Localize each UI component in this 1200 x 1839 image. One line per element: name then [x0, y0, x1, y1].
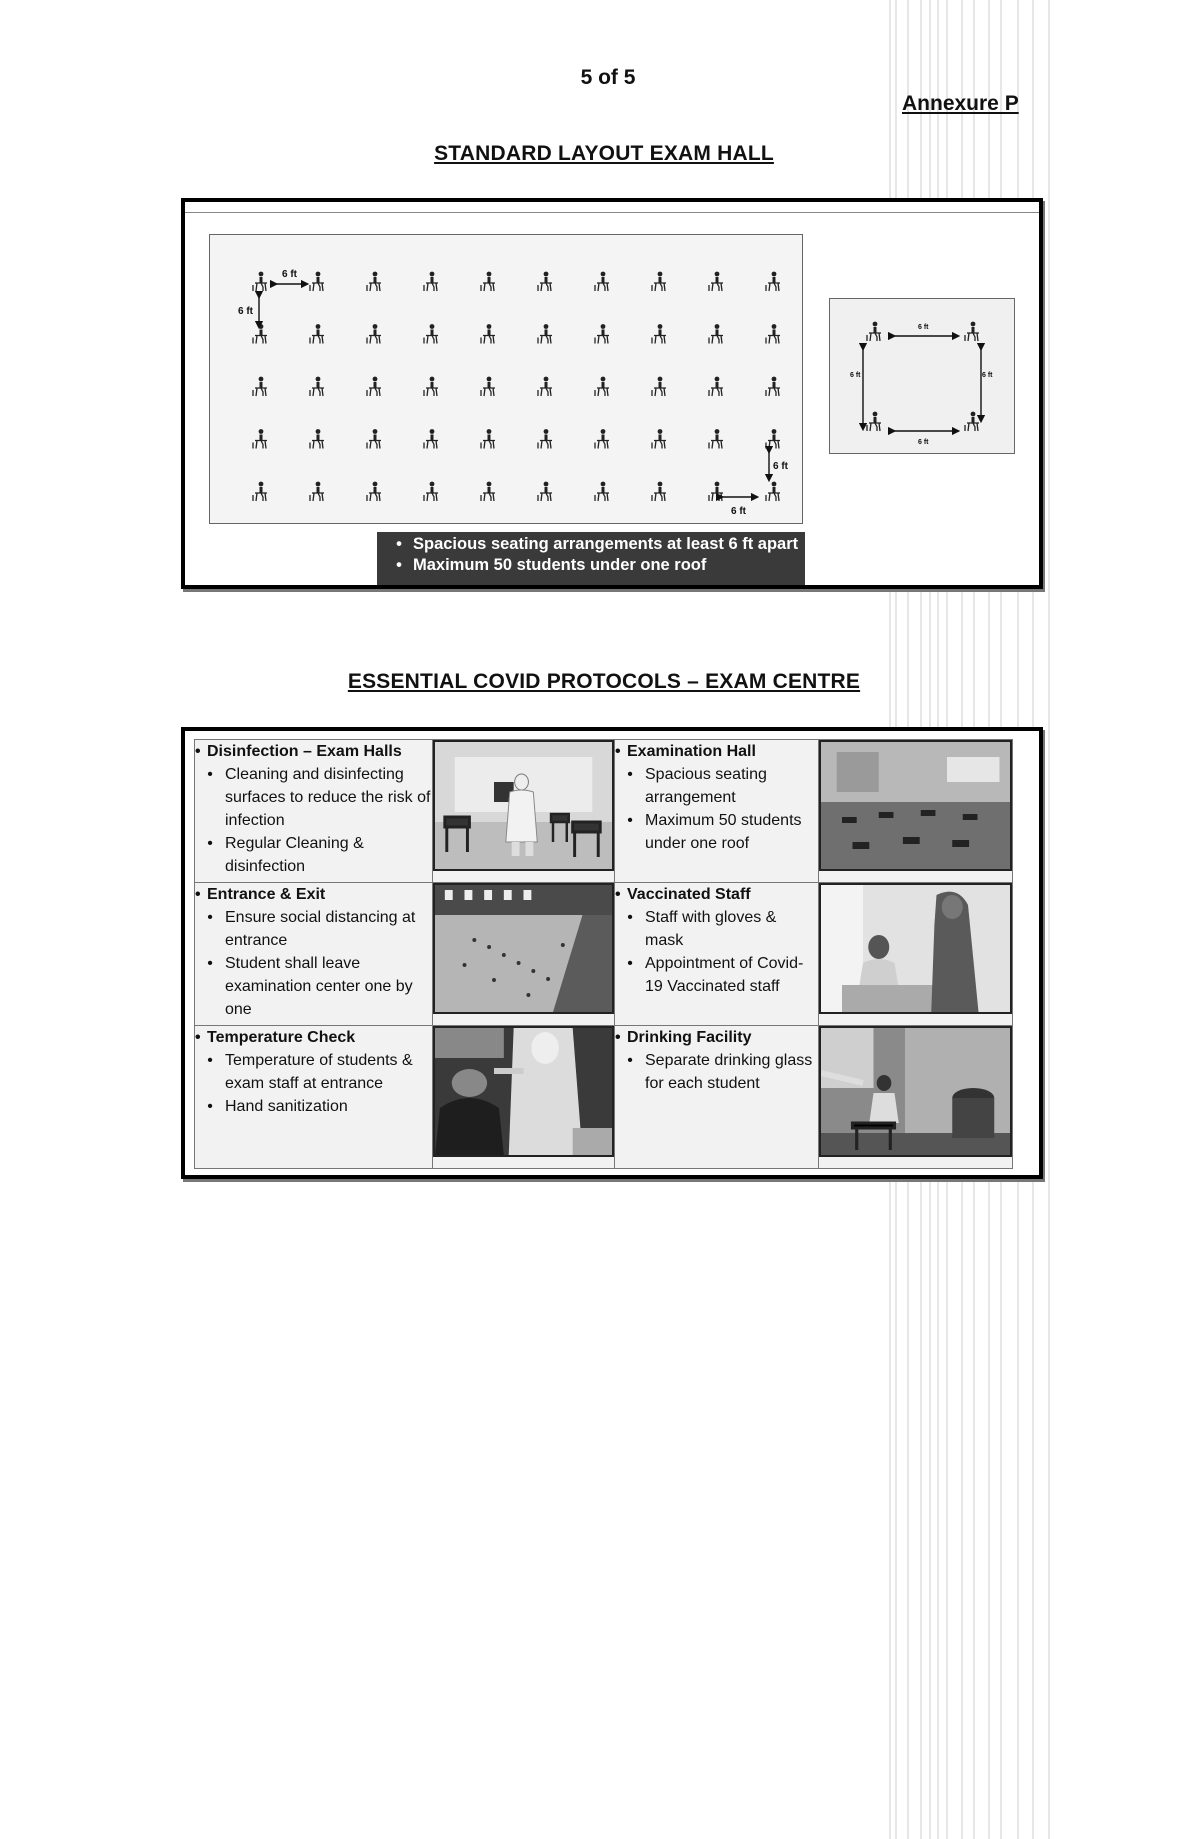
student-seat-icon	[709, 377, 723, 396]
protocol-photo-cell	[433, 883, 615, 1026]
student-seat-icon	[652, 377, 666, 396]
exam-hall-layout-frame	[181, 198, 1043, 589]
seating-grid-drawing	[210, 235, 802, 523]
student-seat-icon	[424, 482, 438, 501]
protocol-title	[195, 740, 432, 763]
protocol-item	[195, 763, 432, 832]
student-seat-icon	[766, 272, 780, 291]
protocol-item-text: Spacious seating arrangement	[645, 766, 767, 806]
bullet: •	[207, 909, 213, 926]
student-seat-icon	[367, 377, 381, 396]
student-seat-icon	[367, 324, 381, 343]
student-seat-icon	[709, 324, 723, 343]
temperature-photo	[433, 1026, 614, 1157]
protocol-item-text: Cleaning and disinfecting surfaces to reduce the risk of infection	[225, 766, 431, 829]
protocol-photo-cell	[433, 740, 615, 883]
bullet: •	[627, 909, 633, 926]
protocol-photo-cell	[819, 740, 1013, 883]
student-seat-icon	[766, 324, 780, 343]
student-seat-icon	[424, 429, 438, 448]
photo-illustration	[435, 885, 612, 1012]
bullet: •	[615, 886, 621, 903]
protocols-table	[194, 739, 1013, 1169]
protocol-item	[195, 1095, 432, 1118]
bullet: •	[627, 812, 633, 829]
student-seat-icon	[965, 322, 979, 341]
bullet: •	[627, 1052, 633, 1069]
spacing-detail-diagram	[829, 298, 1015, 454]
protocol-title-text: Temperature Check	[207, 1029, 356, 1046]
protocol-item	[615, 1049, 818, 1095]
caption-bullet: • Spacious seating arrangements at least 6 ft apart	[396, 535, 799, 553]
student-seat-icon	[253, 272, 267, 291]
student-seat-icon	[367, 272, 381, 291]
photo-illustration	[821, 1028, 1010, 1155]
covid-heading: ESSENTIAL COVID PROTOCOLS – EXAM CENTRE	[347, 670, 861, 693]
protocol-item-text: Staff with gloves & mask	[645, 909, 777, 949]
student-seat-icon	[538, 272, 552, 291]
student-seat-icon	[253, 377, 267, 396]
protocol-text-cell	[615, 740, 819, 883]
seating-grid	[209, 234, 803, 524]
protocol-title-text: Entrance & Exit	[207, 886, 326, 903]
page-number: 5 of 5	[580, 66, 636, 89]
protocol-title	[195, 883, 432, 906]
protocol-title	[615, 740, 818, 763]
protocol-title	[195, 1026, 432, 1049]
bullet: •	[615, 743, 621, 760]
student-seat-icon	[595, 324, 609, 343]
student-seat-icon	[310, 324, 324, 343]
photo-illustration	[435, 1028, 612, 1155]
protocol-item-text: Student shall leave examination center one by one	[225, 955, 413, 1018]
student-seat-icon	[652, 429, 666, 448]
protocol-item	[615, 763, 818, 809]
protocol-row	[195, 1026, 1013, 1169]
protocol-title-text: Drinking Facility	[627, 1029, 752, 1046]
student-seat-icon	[253, 324, 267, 343]
bullet: •	[207, 1052, 213, 1069]
protocol-item-text: Temperature of students & exam staff at entrance	[225, 1052, 413, 1092]
protocol-row	[195, 883, 1013, 1026]
student-seat-icon	[481, 429, 495, 448]
bullet: •	[207, 955, 213, 972]
student-seat-icon	[595, 272, 609, 291]
frame-inner-rule	[185, 212, 1039, 213]
staff-photo	[819, 883, 1012, 1014]
protocol-item	[195, 1049, 432, 1095]
bullet: •	[207, 1098, 213, 1115]
protocol-title-text: Disinfection – Exam Halls	[207, 743, 402, 760]
protocol-title-text: Vaccinated Staff	[627, 886, 751, 903]
inset-spacing-label: 6 ft	[918, 324, 929, 331]
spacing-label-right: 6 ft	[773, 461, 788, 472]
student-seat-icon	[538, 377, 552, 396]
caption-bullet: • Maximum 50 students under one roof	[396, 556, 707, 574]
protocol-photo-cell	[433, 1026, 615, 1169]
student-seat-icon	[595, 482, 609, 501]
spacing-detail-drawing	[830, 299, 1014, 453]
student-seat-icon	[481, 272, 495, 291]
student-seat-icon	[481, 324, 495, 343]
student-seat-icon	[867, 322, 881, 341]
student-seat-icon	[310, 429, 324, 448]
student-seat-icon	[310, 377, 324, 396]
protocol-text-cell	[195, 1026, 433, 1169]
student-seat-icon	[538, 482, 552, 501]
student-seat-icon	[709, 482, 723, 501]
student-seat-icon	[595, 377, 609, 396]
bullet: •	[195, 1029, 201, 1046]
student-seat-icon	[538, 324, 552, 343]
layout-caption	[377, 532, 805, 585]
student-seat-icon	[253, 429, 267, 448]
protocol-item	[195, 952, 432, 1021]
covid-protocols-frame	[181, 727, 1043, 1179]
student-seat-icon	[424, 377, 438, 396]
protocol-item-text: Regular Cleaning & disinfection	[225, 835, 364, 875]
bullet: •	[627, 766, 633, 783]
student-seat-icon	[424, 272, 438, 291]
protocol-item-text: Hand sanitization	[225, 1098, 348, 1115]
protocol-item-text: Separate drinking glass for each student	[645, 1052, 813, 1092]
protocol-item-text: Ensure social distancing at entrance	[225, 909, 416, 949]
bullet: •	[195, 743, 201, 760]
protocol-text-cell	[195, 883, 433, 1026]
protocol-photo-cell	[819, 1026, 1013, 1169]
protocol-item	[195, 906, 432, 952]
student-seat-icon	[595, 429, 609, 448]
student-seat-icon	[709, 272, 723, 291]
student-seat-icon	[766, 377, 780, 396]
student-seat-icon	[481, 377, 495, 396]
student-seat-icon	[766, 482, 780, 501]
bullet: •	[615, 1029, 621, 1046]
student-seat-icon	[367, 429, 381, 448]
student-seat-icon	[867, 412, 881, 431]
protocol-item-text: Appointment of Covid-19 Vaccinated staff	[645, 955, 804, 995]
protocol-item	[195, 832, 432, 878]
student-seat-icon	[367, 482, 381, 501]
spacing-label-top: 6 ft	[282, 269, 297, 280]
spacing-label-left: 6 ft	[238, 306, 253, 317]
student-seat-icon	[253, 482, 267, 501]
bullet: •	[627, 955, 633, 972]
student-seat-icon	[481, 482, 495, 501]
bullet: •	[207, 766, 213, 783]
student-seat-icon	[424, 324, 438, 343]
protocol-item	[615, 809, 818, 855]
bullet: •	[195, 886, 201, 903]
protocol-item-text: Maximum 50 students under one roof	[645, 812, 802, 852]
annexure-label: Annexure P	[902, 92, 1019, 115]
photo-illustration	[821, 885, 1010, 1012]
inset-spacing-label: 6 ft	[982, 372, 993, 379]
protocol-text-cell	[195, 740, 433, 883]
drinking-photo	[819, 1026, 1012, 1157]
student-seat-icon	[652, 482, 666, 501]
student-seat-icon	[652, 272, 666, 291]
protocol-text-cell	[615, 1026, 819, 1169]
entrance-photo	[433, 883, 614, 1014]
spacing-label-bottom: 6 ft	[731, 506, 746, 517]
exam-hall-photo	[819, 740, 1012, 871]
student-seat-icon	[652, 324, 666, 343]
protocol-photo-cell	[819, 883, 1013, 1026]
student-seat-icon	[310, 272, 324, 291]
photo-illustration	[821, 742, 1010, 869]
student-seat-icon	[538, 429, 552, 448]
inset-spacing-label: 6 ft	[918, 439, 929, 446]
protocol-title	[615, 883, 818, 906]
student-seat-icon	[965, 412, 979, 431]
student-seat-icon	[709, 429, 723, 448]
student-seat-icon	[766, 429, 780, 448]
protocol-text-cell	[615, 883, 819, 1026]
protocol-row	[195, 740, 1013, 883]
protocol-item	[615, 952, 818, 998]
protocol-title	[615, 1026, 818, 1049]
protocol-item	[615, 906, 818, 952]
layout-heading: STANDARD LAYOUT EXAM HALL	[434, 142, 774, 165]
photo-illustration	[435, 742, 612, 869]
protocol-title-text: Examination Hall	[627, 743, 756, 760]
inset-spacing-label: 6 ft	[850, 372, 861, 379]
bullet: •	[207, 835, 213, 852]
disinfection-photo	[433, 740, 614, 871]
student-seat-icon	[310, 482, 324, 501]
